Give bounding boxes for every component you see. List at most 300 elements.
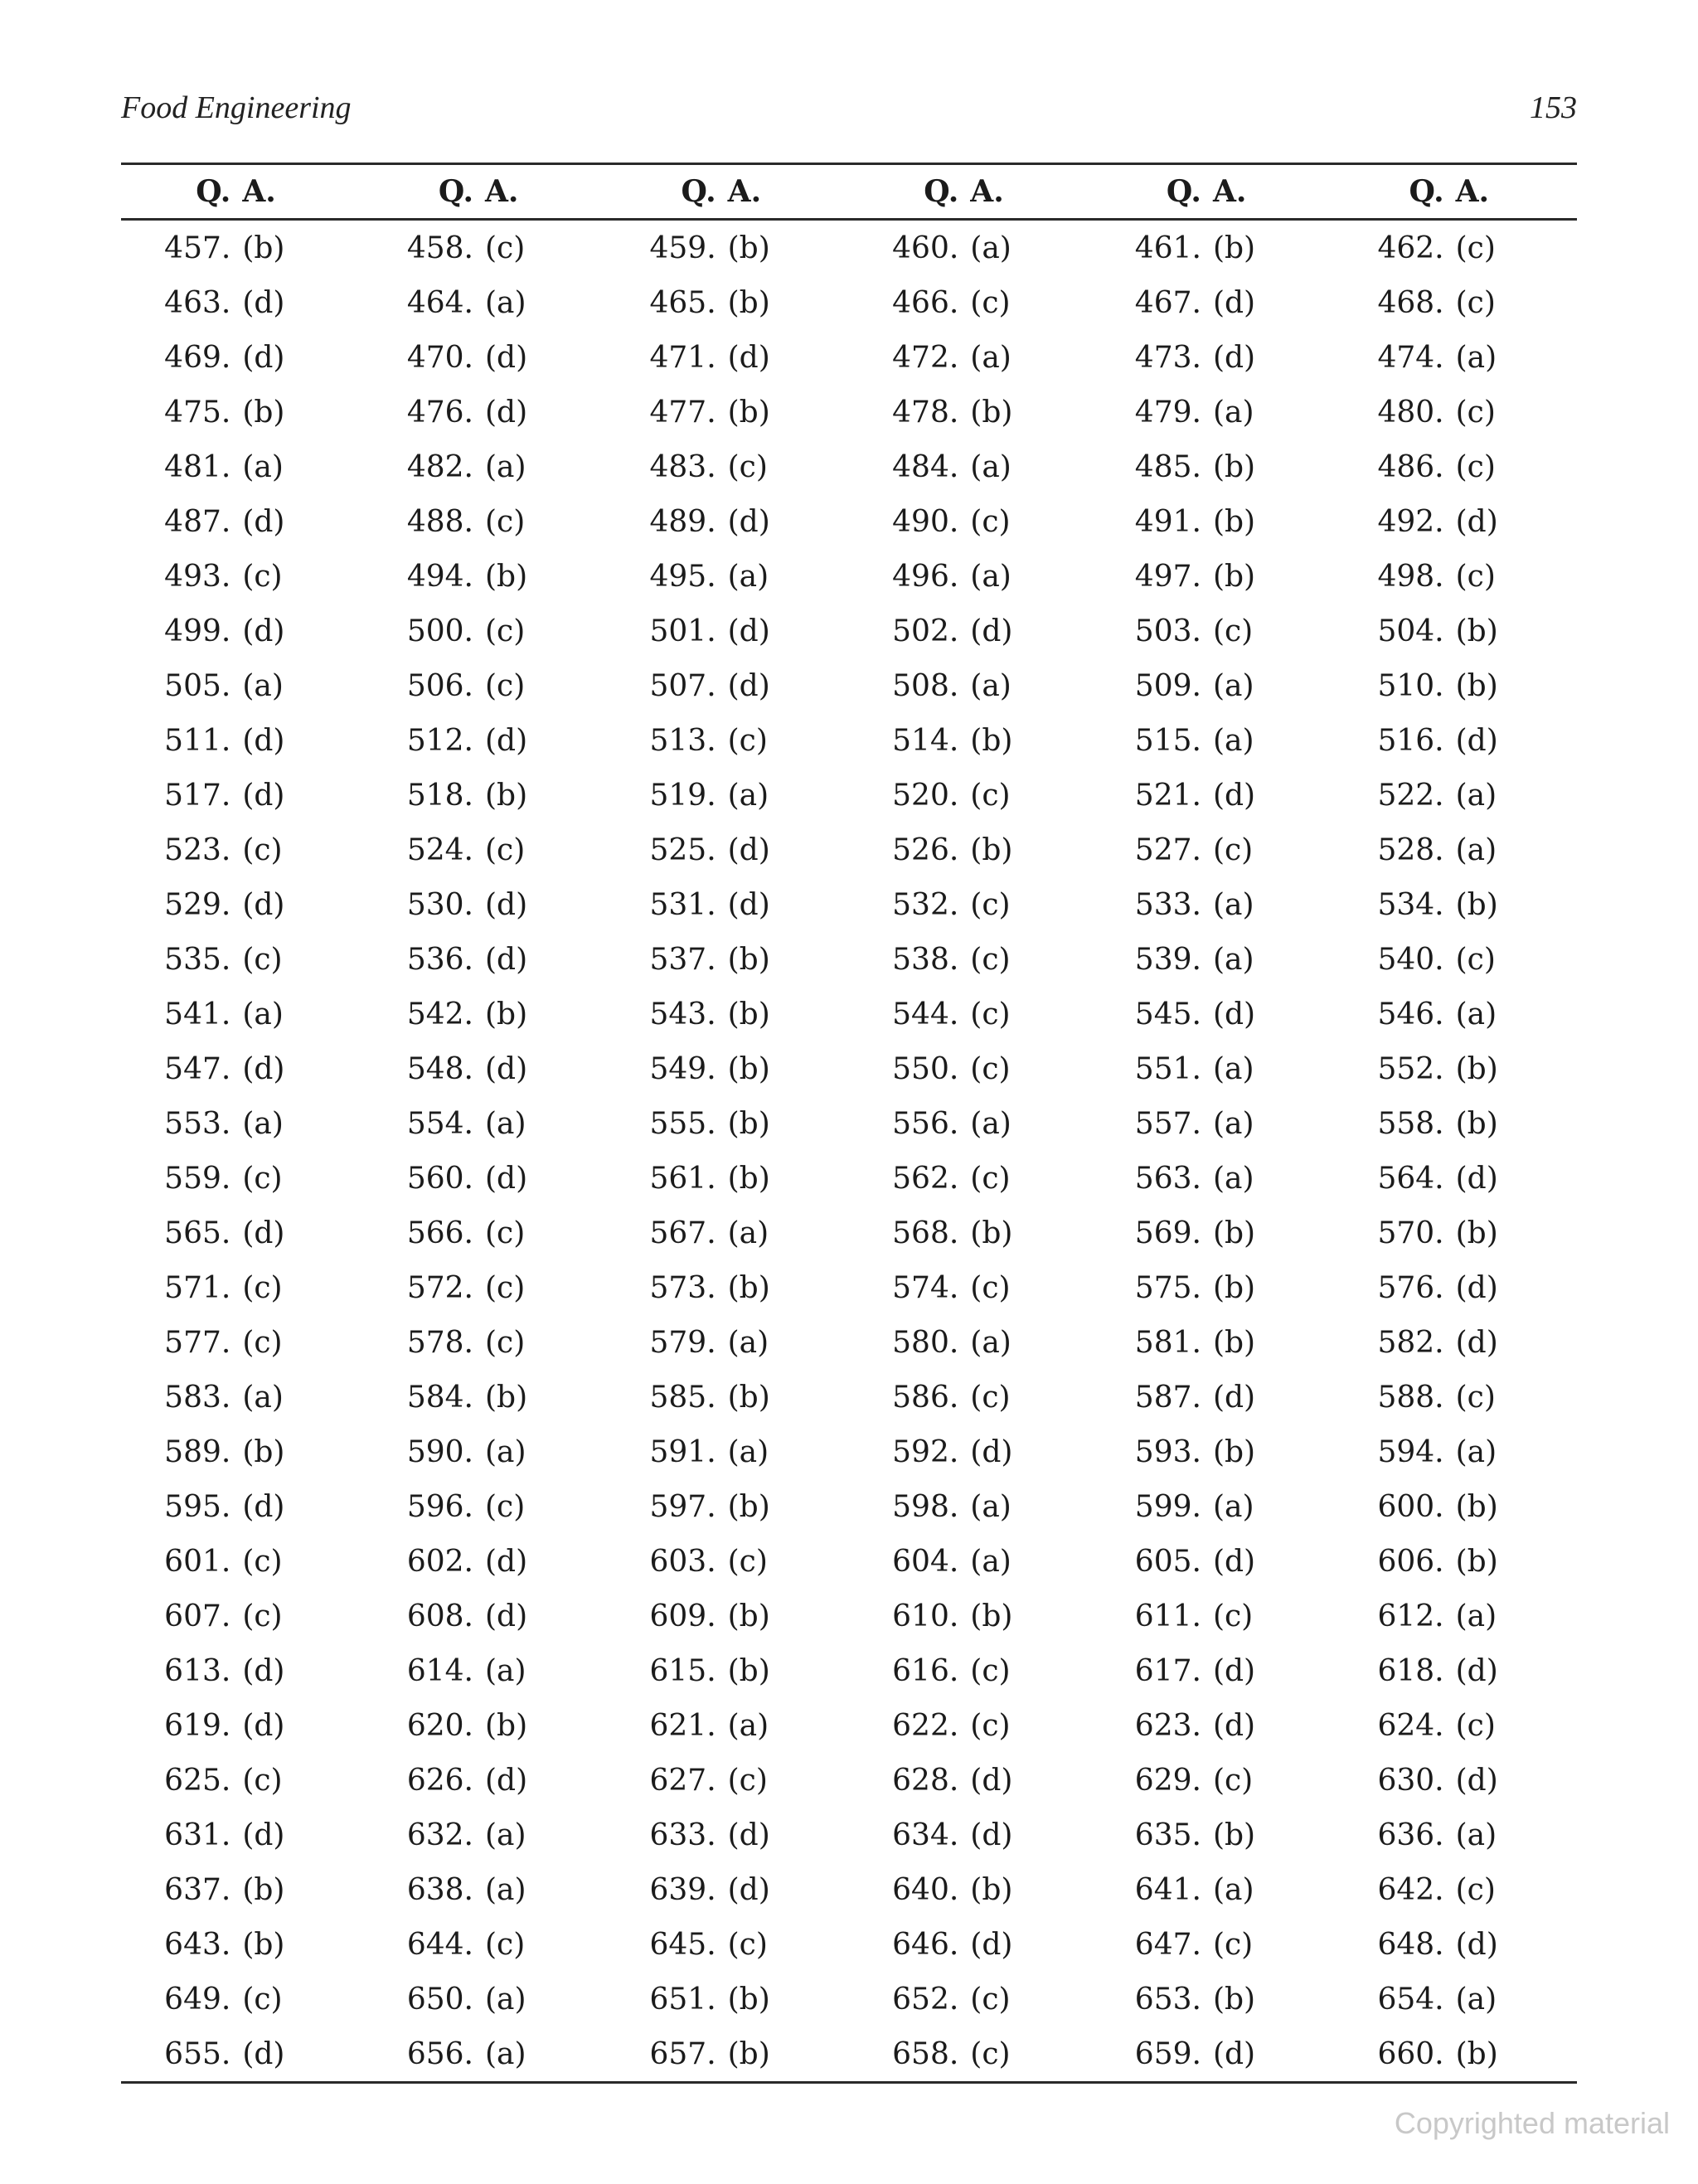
answer-option: (c) <box>484 832 526 867</box>
question-number: 592. <box>892 1434 959 1469</box>
question-number: 527. <box>1134 832 1201 867</box>
question-number: 540. <box>1377 942 1444 977</box>
answer-option: (c) <box>484 668 526 703</box>
answer-option: (a) <box>1212 1161 1254 1196</box>
question-number: 656. <box>364 2026 485 2083</box>
answer-option: (a) <box>484 1106 526 1141</box>
question-number: 638. <box>406 1872 473 1907</box>
answer-option: (b) <box>1212 1982 1256 2017</box>
answer-option: (c) <box>242 1982 283 2017</box>
answer-option: (d) <box>242 285 285 320</box>
answer-option: (c) <box>484 1216 526 1250</box>
question-number: 603. <box>649 1544 716 1579</box>
table-row <box>121 1862 1577 1917</box>
answer-option: (a) <box>485 2026 606 2083</box>
question-number: 517. <box>164 778 231 813</box>
question-number: 541. <box>164 997 231 1031</box>
answer-option: (a) <box>970 1325 1012 1360</box>
answer-option: (b) <box>728 2026 849 2083</box>
answer-option: (b) <box>727 231 770 265</box>
question-number: 500. <box>406 614 473 648</box>
question-number: 601. <box>164 1544 231 1579</box>
question-number: 633. <box>649 1818 716 1852</box>
answer-option: (d) <box>484 942 528 977</box>
answer-option: (a) <box>1212 1489 1254 1524</box>
answer-option: (b) <box>1455 887 1498 922</box>
answer-option: (a) <box>1212 1106 1254 1141</box>
answer-option: (d) <box>1212 778 1256 813</box>
question-number: 545. <box>1134 997 1201 1031</box>
question-number: 567. <box>649 1216 716 1250</box>
question-number: 558. <box>1377 1106 1444 1141</box>
question-number: 475. <box>164 395 231 430</box>
question-number: 556. <box>892 1106 959 1141</box>
table-row <box>121 1260 1577 1315</box>
question-number: 620. <box>406 1708 473 1743</box>
answer-option: (d) <box>484 1599 528 1633</box>
table-row <box>121 823 1577 877</box>
table-row <box>121 1534 1577 1589</box>
question-number: 642. <box>1377 1872 1444 1907</box>
answer-option: (b) <box>727 1653 770 1688</box>
question-number: 614. <box>406 1653 473 1688</box>
answer-option: (a) <box>970 559 1012 594</box>
question-number: 584. <box>406 1380 473 1415</box>
question-number: 618. <box>1377 1653 1444 1688</box>
table-row <box>121 1643 1577 1698</box>
answer-option: (a) <box>1212 1872 1254 1907</box>
answer-option: (b) <box>1212 1270 1256 1305</box>
question-number: 550. <box>892 1051 959 1086</box>
question-number: 472. <box>892 340 959 375</box>
answer-option: (d) <box>1212 997 1256 1031</box>
question-number: 585. <box>649 1380 716 1415</box>
answer-option: (c) <box>970 2026 1091 2083</box>
question-number: 486. <box>1377 449 1444 484</box>
question-number: 487. <box>164 504 231 539</box>
question-number: 657. <box>606 2026 727 2083</box>
column-header-answer: A. <box>242 164 363 220</box>
question-number: 529. <box>164 887 231 922</box>
question-number: 562. <box>892 1161 959 1196</box>
answer-option: (a) <box>484 1818 526 1852</box>
question-number: 469. <box>164 340 231 375</box>
answer-option: (c) <box>970 942 1011 977</box>
question-number: 524. <box>406 832 473 867</box>
answer-option: (b) <box>970 1599 1013 1633</box>
answer-option: (b) <box>727 997 770 1031</box>
answer-option: (d) <box>1455 1325 1498 1360</box>
answer-option: (d) <box>727 504 770 539</box>
answer-option: (a) <box>727 1434 769 1469</box>
answer-option: (a) <box>1212 1051 1254 1086</box>
answer-option: (a) <box>484 1653 526 1688</box>
question-number: 624. <box>1377 1708 1444 1743</box>
question-number: 490. <box>892 504 959 539</box>
answer-option: (c) <box>242 1161 283 1196</box>
answer-option: (d) <box>242 723 285 758</box>
answer-option: (a) <box>484 449 526 484</box>
question-number: 572. <box>406 1270 473 1305</box>
question-number: 530. <box>406 887 473 922</box>
answer-option: (b) <box>1212 449 1256 484</box>
question-number: 588. <box>1377 1380 1444 1415</box>
answer-option: (c) <box>727 1763 768 1798</box>
answer-option: (b) <box>1455 1106 1498 1141</box>
table-row <box>121 439 1577 494</box>
answer-option: (a) <box>1212 395 1254 430</box>
question-number: 535. <box>164 942 231 977</box>
question-number: 515. <box>1134 723 1201 758</box>
answer-option: (d) <box>242 778 285 813</box>
answer-option: (c) <box>970 1161 1011 1196</box>
answer-option: (a) <box>484 1872 526 1907</box>
question-number: 476. <box>406 395 473 430</box>
question-number: 533. <box>1134 887 1201 922</box>
question-number: 509. <box>1134 668 1201 703</box>
question-number: 660. <box>1334 2026 1455 2083</box>
question-number: 628. <box>892 1763 959 1798</box>
question-number: 640. <box>892 1872 959 1907</box>
answer-option: (d) <box>1212 1653 1256 1688</box>
question-number: 605. <box>1134 1544 1201 1579</box>
question-number: 650. <box>406 1982 473 2017</box>
page-number: 153 <box>1530 90 1577 125</box>
answer-option: (a) <box>484 285 526 320</box>
answer-option: (c) <box>970 778 1011 813</box>
answer-option: (d) <box>484 887 528 922</box>
table-body <box>121 220 1577 2083</box>
answer-option: (d) <box>1212 1708 1256 1743</box>
answer-option: (b) <box>242 1872 285 1907</box>
answer-option: (a) <box>1455 1982 1497 2017</box>
answer-option: (c) <box>727 723 768 758</box>
question-number: 485. <box>1134 449 1201 484</box>
answer-option: (c) <box>970 1653 1011 1688</box>
question-number: 653. <box>1134 1982 1201 2017</box>
table-row <box>121 1753 1577 1808</box>
question-number: 551. <box>1134 1051 1201 1086</box>
question-number: 563. <box>1134 1161 1201 1196</box>
question-number: 644. <box>406 1927 473 1962</box>
answer-option: (b) <box>970 1872 1013 1907</box>
answer-option: (c) <box>242 1599 283 1633</box>
question-number: 468. <box>1377 285 1444 320</box>
question-number: 491. <box>1134 504 1201 539</box>
question-number: 646. <box>892 1927 959 1962</box>
question-number: 623. <box>1134 1708 1201 1743</box>
question-number: 499. <box>164 614 231 648</box>
question-number: 532. <box>892 887 959 922</box>
question-number: 571. <box>164 1270 231 1305</box>
answer-option: (d) <box>484 1051 528 1086</box>
table-row <box>121 330 1577 385</box>
question-number: 498. <box>1377 559 1444 594</box>
answer-option: (d) <box>1455 504 1498 539</box>
question-number: 464. <box>406 285 473 320</box>
answer-option: (d) <box>970 1818 1013 1852</box>
answer-option: (c) <box>970 887 1011 922</box>
question-number: 542. <box>406 997 473 1031</box>
question-number: 655. <box>121 2026 242 2083</box>
question-number: 595. <box>164 1489 231 1524</box>
answer-option: (c) <box>970 1708 1011 1743</box>
question-number: 589. <box>164 1434 231 1469</box>
answer-option: (b) <box>727 1380 770 1415</box>
answer-option: (b) <box>1212 1325 1256 1360</box>
question-number: 481. <box>164 449 231 484</box>
table-row <box>121 494 1577 549</box>
question-number: 495. <box>649 559 716 594</box>
question-number: 553. <box>164 1106 231 1141</box>
question-number: 648. <box>1377 1927 1444 1962</box>
table-row <box>121 275 1577 330</box>
question-number: 516. <box>1377 723 1444 758</box>
answer-option: (b) <box>484 1708 528 1743</box>
question-number: 581. <box>1134 1325 1201 1360</box>
answer-option: (d) <box>484 340 528 375</box>
answer-option: (b) <box>727 942 770 977</box>
question-number: 537. <box>649 942 716 977</box>
question-number: 493. <box>164 559 231 594</box>
answer-option: (d) <box>242 1653 285 1688</box>
question-number: 484. <box>892 449 959 484</box>
answer-option: (b) <box>242 1434 285 1469</box>
answer-option: (a) <box>1212 887 1254 922</box>
question-number: 462. <box>1377 231 1444 265</box>
answer-option: (d) <box>1212 1544 1256 1579</box>
question-number: 477. <box>649 395 716 430</box>
answer-option: (d) <box>1213 2026 1334 2083</box>
question-number: 613. <box>164 1653 231 1688</box>
question-number: 501. <box>649 614 716 648</box>
table-row <box>121 1698 1577 1753</box>
table-row <box>121 1808 1577 1862</box>
table-header-row <box>121 164 1577 220</box>
question-number: 568. <box>892 1216 959 1250</box>
answer-option: (c) <box>727 1927 768 1962</box>
table-row <box>121 932 1577 987</box>
question-number: 645. <box>649 1927 716 1962</box>
question-number: 505. <box>164 668 231 703</box>
question-number: 519. <box>649 778 716 813</box>
table-row <box>121 768 1577 823</box>
answer-option: (b) <box>970 395 1013 430</box>
table-row <box>121 1479 1577 1534</box>
answer-option: (d) <box>242 887 285 922</box>
question-number: 543. <box>649 997 716 1031</box>
question-number: 470. <box>406 340 473 375</box>
answer-option: (a) <box>970 231 1012 265</box>
question-number: 544. <box>892 997 959 1031</box>
question-number: 637. <box>164 1872 231 1907</box>
question-number: 583. <box>164 1380 231 1415</box>
question-number: 630. <box>1377 1763 1444 1798</box>
question-number: 547. <box>164 1051 231 1086</box>
table-row <box>121 549 1577 604</box>
question-number: 560. <box>406 1161 473 1196</box>
answer-option: (c) <box>970 1270 1011 1305</box>
answer-option: (b) <box>727 1599 770 1633</box>
question-number: 459. <box>649 231 716 265</box>
column-header-question: Q. <box>121 164 242 220</box>
answer-option: (c) <box>1455 1872 1496 1907</box>
answer-option: (d) <box>242 1051 285 1086</box>
question-number: 599. <box>1134 1489 1201 1524</box>
table-row <box>121 1917 1577 1972</box>
question-number: 458. <box>406 231 473 265</box>
question-number: 629. <box>1134 1763 1201 1798</box>
answer-option: (a) <box>242 1380 284 1415</box>
answer-option: (d) <box>970 1927 1013 1962</box>
answer-option: (c) <box>242 832 283 867</box>
answer-option: (b) <box>242 1927 285 1962</box>
answer-option: (c) <box>1455 1380 1496 1415</box>
answer-option: (c) <box>1212 614 1254 648</box>
answer-option: (a) <box>1212 668 1254 703</box>
question-number: 528. <box>1377 832 1444 867</box>
answer-option: (c) <box>1212 1763 1254 1798</box>
answer-option: (c) <box>1212 832 1254 867</box>
question-number: 482. <box>406 449 473 484</box>
question-number: 488. <box>406 504 473 539</box>
question-number: 604. <box>892 1544 959 1579</box>
answer-option: (b) <box>1212 559 1256 594</box>
answer-option: (b) <box>1455 1216 1498 1250</box>
question-number: 489. <box>649 504 716 539</box>
answer-option: (a) <box>727 1325 769 1360</box>
answer-option: (a) <box>1212 942 1254 977</box>
answer-option: (d) <box>727 614 770 648</box>
page-header <box>121 90 1577 139</box>
table-row <box>121 877 1577 932</box>
question-number: 480. <box>1377 395 1444 430</box>
question-number: 619. <box>164 1708 231 1743</box>
question-number: 548. <box>406 1051 473 1086</box>
question-number: 621. <box>649 1708 716 1743</box>
answer-option: (a) <box>242 997 284 1031</box>
table-row <box>121 1151 1577 1206</box>
question-number: 460. <box>892 231 959 265</box>
question-number: 596. <box>406 1489 473 1524</box>
question-number: 549. <box>649 1051 716 1086</box>
question-number: 554. <box>406 1106 473 1141</box>
answer-option: (b) <box>1212 1818 1256 1852</box>
question-number: 507. <box>649 668 716 703</box>
answer-option: (a) <box>1455 832 1497 867</box>
question-number: 525. <box>649 832 716 867</box>
answer-option: (b) <box>1212 1216 1256 1250</box>
question-number: 654. <box>1377 1982 1444 2017</box>
table-row <box>121 1315 1577 1370</box>
answer-option: (d) <box>727 1818 770 1852</box>
question-number: 520. <box>892 778 959 813</box>
question-number: 576. <box>1377 1270 1444 1305</box>
answer-option: (c) <box>242 1763 283 1798</box>
answer-option: (d) <box>727 887 770 922</box>
question-number: 566. <box>406 1216 473 1250</box>
answer-option: (a) <box>484 1982 526 2017</box>
answer-option: (b) <box>727 1161 770 1196</box>
question-number: 561. <box>649 1161 716 1196</box>
question-number: 651. <box>649 1982 716 2017</box>
question-number: 631. <box>164 1818 231 1852</box>
question-number: 641. <box>1134 1872 1201 1907</box>
question-number: 474. <box>1377 340 1444 375</box>
answer-option: (d) <box>970 1763 1013 1798</box>
question-number: 494. <box>406 559 473 594</box>
question-number: 463. <box>164 285 231 320</box>
question-number: 586. <box>892 1380 959 1415</box>
question-number: 483. <box>649 449 716 484</box>
question-number: 465. <box>649 285 716 320</box>
answer-option: (c) <box>1455 285 1496 320</box>
question-number: 634. <box>892 1818 959 1852</box>
table-row <box>121 987 1577 1041</box>
answer-option: (c) <box>242 942 283 977</box>
answer-option: (b) <box>1212 231 1256 265</box>
answer-option: (a) <box>1455 1818 1497 1852</box>
question-number: 594. <box>1377 1434 1444 1469</box>
question-number: 600. <box>1377 1489 1444 1524</box>
answer-option: (d) <box>484 1763 528 1798</box>
question-number: 518. <box>406 778 473 813</box>
question-number: 622. <box>892 1708 959 1743</box>
answer-option: (d) <box>484 1161 528 1196</box>
question-number: 582. <box>1377 1325 1444 1360</box>
question-number: 546. <box>1377 997 1444 1031</box>
answer-option: (c) <box>484 1325 526 1360</box>
answer-option: (c) <box>1212 1927 1254 1962</box>
question-number: 511. <box>164 723 231 758</box>
question-number: 466. <box>892 285 959 320</box>
answer-option: (d) <box>1212 1380 1256 1415</box>
answer-option: (a) <box>727 1216 769 1250</box>
answer-option: (c) <box>727 1544 768 1579</box>
answer-option: (a) <box>1455 1599 1497 1633</box>
answer-key-table <box>121 163 1577 2084</box>
answer-option: (d) <box>727 340 770 375</box>
answer-option: (c) <box>970 1380 1011 1415</box>
answer-option: (c) <box>484 1489 526 1524</box>
question-number: 617. <box>1134 1653 1201 1688</box>
column-header-answer: A. <box>1213 164 1334 220</box>
question-number: 569. <box>1134 1216 1201 1250</box>
answer-option: (b) <box>970 1216 1013 1250</box>
answer-option: (d) <box>242 340 285 375</box>
question-number: 627. <box>649 1763 716 1798</box>
answer-option: (b) <box>970 723 1013 758</box>
question-number: 608. <box>406 1599 473 1633</box>
answer-option: (d) <box>1455 1653 1498 1688</box>
answer-option: (b) <box>242 395 285 430</box>
question-number: 564. <box>1377 1161 1444 1196</box>
answer-option: (c) <box>484 231 526 265</box>
question-number: 496. <box>892 559 959 594</box>
answer-option: (d) <box>1212 285 1256 320</box>
answer-option: (c) <box>484 504 526 539</box>
answer-option: (c) <box>1455 449 1496 484</box>
answer-option: (a) <box>970 1544 1012 1579</box>
table-row <box>121 1041 1577 1096</box>
answer-option: (b) <box>727 1051 770 1086</box>
answer-option: (c) <box>970 997 1011 1031</box>
answer-option: (a) <box>242 668 284 703</box>
question-number: 557. <box>1134 1106 1201 1141</box>
answer-option: (c) <box>242 1325 283 1360</box>
question-number: 611. <box>1134 1599 1201 1633</box>
question-number: 559. <box>164 1161 231 1196</box>
